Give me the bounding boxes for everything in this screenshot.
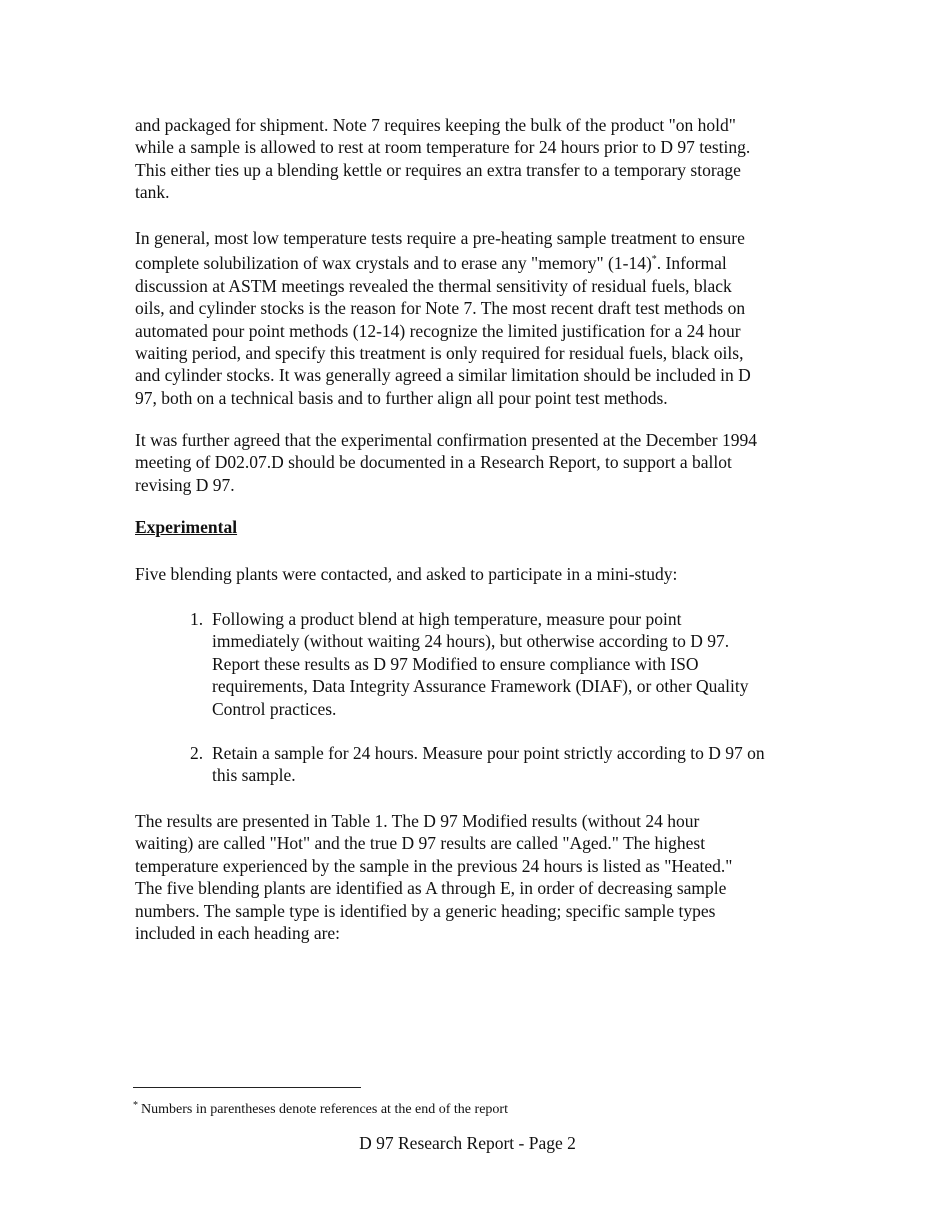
- text-line: [135, 249, 815, 274]
- text-line: included in each heading are:: [135, 923, 341, 944]
- text-line: This either ties up a blending kettle or requires an extra transfer to a temporary storage: [135, 159, 741, 180]
- text-segment: complete solubilization of wax crystals and to erase any "memory" (1-14): [135, 253, 652, 274]
- list-item-body: [212, 742, 765, 787]
- footnote-divider: [133, 1087, 361, 1088]
- text-line: temperature experienced by the sample in the previous 24 hours is listed as "Heated.": [135, 855, 733, 876]
- text-line: requirements, Data Integrity Assurance Framework (DIAF), or other Quality: [212, 676, 749, 697]
- text-line: 97, both on a technical basis and to further align all pour point test methods.: [135, 387, 668, 408]
- footnote-text: Numbers in parentheses denote references at the end of the report: [141, 1102, 508, 1117]
- text-line: Control practices.: [212, 698, 337, 719]
- text-line: revising D 97.: [135, 474, 235, 495]
- section-heading-experimental: Experimental: [135, 517, 238, 537]
- text-line: tank.: [135, 182, 170, 203]
- list-item-body: [212, 608, 749, 720]
- text-line: Five blending plants were contacted, and asked to participate in a mini-study:: [135, 564, 678, 584]
- text-line: waiting) are called "Hot" and the true D 97 results are called "Aged." The highest: [135, 833, 706, 854]
- text-line: meeting of D02.07.D should be documented in a Research Report, to support a ballot: [135, 452, 732, 473]
- text-line: The results are presented in Table 1. The D 97 Modified results (without 24 hour: [135, 811, 700, 831]
- text-line: waiting period, and specify this treatment is only required for residual fuels, black oils,: [135, 343, 744, 364]
- text-line: The five blending plants are identified as A through E, in order of decreasing sample: [135, 878, 727, 899]
- text-line: Following a product blend at high temperature, measure pour point: [212, 609, 682, 629]
- text-line: oils, and cylinder stocks is the reason for Note 7. The most recent draft test methods on: [135, 298, 746, 319]
- text-line: while a sample is allowed to rest at room temperature for 24 hours prior to D 97 testing.: [135, 137, 751, 158]
- paragraph-results: [135, 810, 815, 944]
- list-number: 1.: [190, 609, 204, 629]
- text-segment: . Informal: [656, 253, 727, 274]
- text-line: It was further agreed that the experimental confirmation presented at the December 1994: [135, 430, 757, 450]
- paragraph-general: [135, 227, 815, 409]
- footnote-marker: *: [133, 1100, 138, 1111]
- list-number: 2.: [190, 743, 204, 763]
- paragraph-intro-study: [135, 563, 815, 585]
- text-line: and packaged for shipment. Note 7 requires keeping the bulk of the product "on hold": [135, 115, 736, 135]
- footnote: [133, 1097, 508, 1119]
- text-line: automated pour point methods (12-14) recognize the limited justification for a 24 hour: [135, 320, 741, 341]
- text-line: this sample.: [212, 765, 296, 786]
- text-line: Retain a sample for 24 hours. Measure pour point strictly according to D 97 on: [212, 743, 765, 763]
- footnote-marker: *: [651, 254, 657, 266]
- text-line: and cylinder stocks. It was generally agreed a similar limitation should be included in D: [135, 365, 751, 386]
- text-line: immediately (without waiting 24 hours), but otherwise according to D 97.: [212, 631, 730, 652]
- paragraph-note7: [135, 114, 815, 204]
- paragraph-agreement: [135, 429, 815, 496]
- text-line: In general, most low temperature tests require a pre-heating sample treatment to ensure: [135, 228, 745, 248]
- text-line: numbers. The sample type is identified by a generic heading; specific sample types: [135, 900, 716, 921]
- text-line: discussion at ASTM meetings revealed the thermal sensitivity of residual fuels, black: [135, 275, 732, 296]
- page-footer: D 97 Research Report - Page 2: [359, 1133, 576, 1153]
- text-line: Report these results as D 97 Modified to ensure compliance with ISO: [212, 653, 699, 674]
